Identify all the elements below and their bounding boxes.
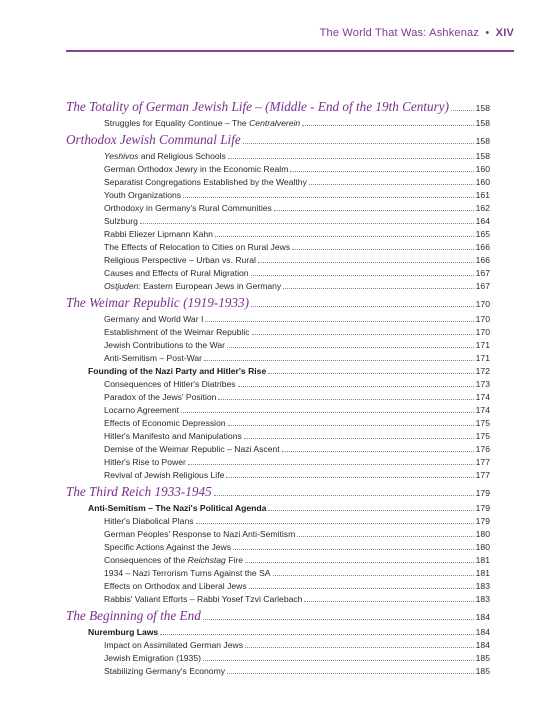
toc-entry <box>66 378 490 391</box>
toc-entry <box>66 652 490 665</box>
running-header <box>320 27 514 39</box>
toc-entry-title: Yeshivos and Religious Schools <box>104 151 226 161</box>
dot-leader <box>243 135 474 144</box>
toc-entry-title: 1934 – Nazi Terrorism Turns Against the SA <box>104 568 271 578</box>
dot-leader <box>227 339 474 348</box>
toc-entry <box>66 567 490 580</box>
toc-page-number: 175 <box>475 431 490 441</box>
toc-entry-title: Demise of the Weimar Republic – Nazi Ascent <box>104 444 280 454</box>
toc-page-number: 158 <box>475 151 490 161</box>
dot-leader <box>302 117 473 126</box>
toc-entry <box>66 502 490 515</box>
toc-entry <box>66 267 490 280</box>
toc-page-number: 179 <box>475 503 490 513</box>
toc-entry-title: Causes and Effects of Rural Migration <box>104 268 249 278</box>
toc-entry-title: Nuremburg Laws <box>88 627 159 637</box>
toc-entry <box>66 554 490 567</box>
toc-entry-title: German Orthodox Jewry in the Economic Realm <box>104 164 289 174</box>
toc-page-number: 173 <box>475 379 490 389</box>
toc-entry <box>66 456 490 469</box>
dot-leader <box>227 665 474 674</box>
dot-leader <box>245 639 474 648</box>
toc-entry-title: Orthodox Jewish Communal Life <box>66 132 241 147</box>
toc-page-number: 176 <box>475 444 490 454</box>
toc-entry-title: Jewish Contributions to the War <box>104 340 226 350</box>
toc-page-number: 177 <box>475 457 490 467</box>
toc-section <box>66 606 490 626</box>
toc-entry <box>66 339 490 352</box>
dot-leader <box>304 593 473 602</box>
toc-page-number: 164 <box>475 216 490 226</box>
toc-entry <box>66 541 490 554</box>
dot-leader <box>274 202 474 211</box>
dot-leader <box>183 189 474 198</box>
table-of-contents <box>66 97 490 678</box>
toc-entry <box>66 254 490 267</box>
toc-page-number: 174 <box>475 392 490 402</box>
toc-entry <box>66 163 490 176</box>
dot-leader <box>297 528 473 537</box>
toc-entry-title: Founding of the Nazi Party and Hitler's Rise <box>88 366 267 376</box>
toc-entry-title: Ostjuden: Eastern European Jews in Germany <box>104 281 282 291</box>
toc-entry <box>66 443 490 456</box>
toc-entry <box>66 313 490 326</box>
toc-entry <box>66 365 490 378</box>
toc-section <box>66 482 490 502</box>
dot-leader <box>268 365 473 374</box>
toc-entry <box>66 639 490 652</box>
toc-page-number: 158 <box>475 136 490 146</box>
dot-leader <box>249 580 474 589</box>
toc-entry <box>66 515 490 528</box>
toc-page-number: 160 <box>475 177 490 187</box>
toc-entry <box>66 469 490 482</box>
toc-page-number: 158 <box>475 118 490 128</box>
dot-leader <box>238 378 474 387</box>
toc-entry-title: Locarno Agreement <box>104 405 180 415</box>
toc-page-number: 170 <box>475 314 490 324</box>
dot-leader <box>181 404 474 413</box>
toc-entry <box>66 241 490 254</box>
toc-entry <box>66 352 490 365</box>
dot-leader <box>290 163 473 172</box>
dot-leader <box>251 267 474 276</box>
toc-entry-title: Anti-Semitism – Post-War <box>104 353 203 363</box>
dot-leader <box>252 326 474 335</box>
toc-entry <box>66 189 490 202</box>
dot-leader <box>283 280 473 289</box>
toc-page-number: 174 <box>475 405 490 415</box>
dot-leader <box>451 102 474 111</box>
toc-entry-title: Sulzburg <box>104 216 138 226</box>
toc-entry <box>66 528 490 541</box>
dot-leader <box>268 502 473 511</box>
toc-entry <box>66 117 490 130</box>
toc-section <box>66 293 490 313</box>
toc-page-number: 183 <box>475 594 490 604</box>
toc-page-number: 171 <box>475 340 490 350</box>
dot-leader <box>292 241 474 250</box>
toc-entry-title: Establishment of the Weimar Republic <box>104 327 250 337</box>
toc-page-number: 185 <box>475 666 490 676</box>
toc-entry <box>66 391 490 404</box>
toc-entry-title: Consequences of Hitler's Diatribes <box>104 379 236 389</box>
toc-page-number: 167 <box>475 281 490 291</box>
toc-entry <box>66 430 490 443</box>
toc-entry-title: Separatist Congregations Established by the Wealthy <box>104 177 307 187</box>
dot-leader <box>204 352 474 361</box>
toc-page-number: 181 <box>475 555 490 565</box>
toc-page-number: 166 <box>475 255 490 265</box>
toc-entry-title: The Beginning of the End <box>66 608 201 623</box>
header-separator: • <box>485 27 490 39</box>
toc-entry <box>66 326 490 339</box>
toc-entry <box>66 176 490 189</box>
toc-page-number: 177 <box>475 470 490 480</box>
toc-page-number: 185 <box>475 653 490 663</box>
book-title: The World That Was: Ashkenaz <box>319 27 480 39</box>
toc-entry-title: Jewish Emigration (1935) <box>104 653 201 663</box>
toc-entry <box>66 404 490 417</box>
toc-entry-title: The Effects of Relocation to Cities on Rural Jews <box>104 242 291 252</box>
toc-page-number: 179 <box>475 516 490 526</box>
toc-entry-title: Orthodoxy in Germany's Rural Communities <box>104 203 272 213</box>
dot-leader <box>309 176 474 185</box>
toc-entry-title: The Totality of German Jewish Life – (Middle - End of the 19th Century) <box>66 99 450 114</box>
toc-page-number: 180 <box>475 529 490 539</box>
header-rule <box>66 50 514 52</box>
dot-leader <box>203 611 474 620</box>
toc-page-number: 165 <box>475 229 490 239</box>
dot-leader <box>251 298 474 307</box>
toc-entry-title: Germany and World War I <box>104 314 204 324</box>
dot-leader <box>244 430 474 439</box>
toc-entry-title: The Weimar Republic (1919-1933) <box>66 295 250 310</box>
toc-entry-title: Anti-Semitism – The Nazi's Political Agenda <box>88 503 267 513</box>
toc-page-number: 162 <box>475 203 490 213</box>
dot-leader <box>214 487 474 496</box>
toc-entry-title: Struggles for Equality Continue – The Centralverein <box>104 118 301 128</box>
toc-entry-title: Effects on Orthodox and Liberal Jews <box>104 581 247 591</box>
dot-leader <box>226 469 473 478</box>
toc-page-number: 179 <box>475 488 490 498</box>
toc-page-number: 166 <box>475 242 490 252</box>
toc-entry-title: Revival of Jewish Religious Life <box>104 470 225 480</box>
toc-entry-title: Stabilizing Germany's Economy <box>104 666 226 676</box>
toc-section <box>66 130 490 150</box>
toc-page-number: 160 <box>475 164 490 174</box>
toc-page-number: 170 <box>475 299 490 309</box>
toc-entry <box>66 593 490 606</box>
toc-page-number: 181 <box>475 568 490 578</box>
toc-entry-title: Hitler's Diabolical Plans <box>104 516 194 526</box>
toc-entry-title: Youth Organizations <box>104 190 182 200</box>
dot-leader <box>140 215 474 224</box>
toc-entry-title: Impact on Assimilated German Jews <box>104 640 243 650</box>
dot-leader <box>245 554 474 563</box>
toc-page-number: 180 <box>475 542 490 552</box>
dot-leader <box>188 456 474 465</box>
dot-leader <box>215 228 474 237</box>
toc-entry <box>66 580 490 593</box>
toc-entry-title: Hitler's Rise to Power <box>104 457 186 467</box>
page-number-roman: XIV <box>495 27 514 39</box>
dot-leader <box>273 567 474 576</box>
dot-leader <box>196 515 474 524</box>
toc-page-number: 158 <box>475 103 490 113</box>
toc-page-number: 161 <box>475 190 490 200</box>
dot-leader <box>233 541 474 550</box>
toc-entry-title: The Third Reich 1933-1945 <box>66 484 212 499</box>
toc-entry <box>66 626 490 639</box>
toc-entry <box>66 215 490 228</box>
toc-entry-title: Specific Actions Against the Jews <box>104 542 232 552</box>
dot-leader <box>160 626 473 635</box>
dot-leader <box>228 417 474 426</box>
toc-entry <box>66 280 490 293</box>
toc-entry-title: Paradox of the Jews' Position <box>104 392 217 402</box>
dot-leader <box>205 313 473 322</box>
toc-entry <box>66 665 490 678</box>
dot-leader <box>228 150 474 159</box>
toc-page-number: 171 <box>475 353 490 363</box>
toc-page-number: 184 <box>475 627 490 637</box>
toc-entry-title: Religious Perspective – Urban vs. Rural <box>104 255 256 265</box>
toc-entry-title: Rabbis' Valiant Efforts – Rabbi Yosef Tzvi Carlebach <box>104 594 303 604</box>
toc-page-number: 184 <box>475 612 490 622</box>
toc-entry-title: Rabbi Eliezer Lipmann Kahn <box>104 229 213 239</box>
toc-entry <box>66 228 490 241</box>
toc-page-number: 167 <box>475 268 490 278</box>
dot-leader <box>203 652 474 661</box>
toc-page-number: 175 <box>475 418 490 428</box>
toc-entry-title: Effects of Economic Depression <box>104 418 226 428</box>
toc-entry <box>66 417 490 430</box>
toc-entry <box>66 202 490 215</box>
toc-entry-title: German Peoples' Response to Nazi Anti-Semitism <box>104 529 296 539</box>
toc-page-number: 183 <box>475 581 490 591</box>
dot-leader <box>258 254 474 263</box>
toc-page-number: 170 <box>475 327 490 337</box>
toc-entry-title: Consequences of the Reichstag Fire <box>104 555 244 565</box>
toc-entry-title: Hitler's Manifesto and Manipulations <box>104 431 242 441</box>
dot-leader <box>218 391 473 400</box>
toc-page-number: 184 <box>475 640 490 650</box>
toc-page-number: 172 <box>475 366 490 376</box>
toc-entry <box>66 150 490 163</box>
toc-section <box>66 97 490 117</box>
dot-leader <box>282 443 474 452</box>
